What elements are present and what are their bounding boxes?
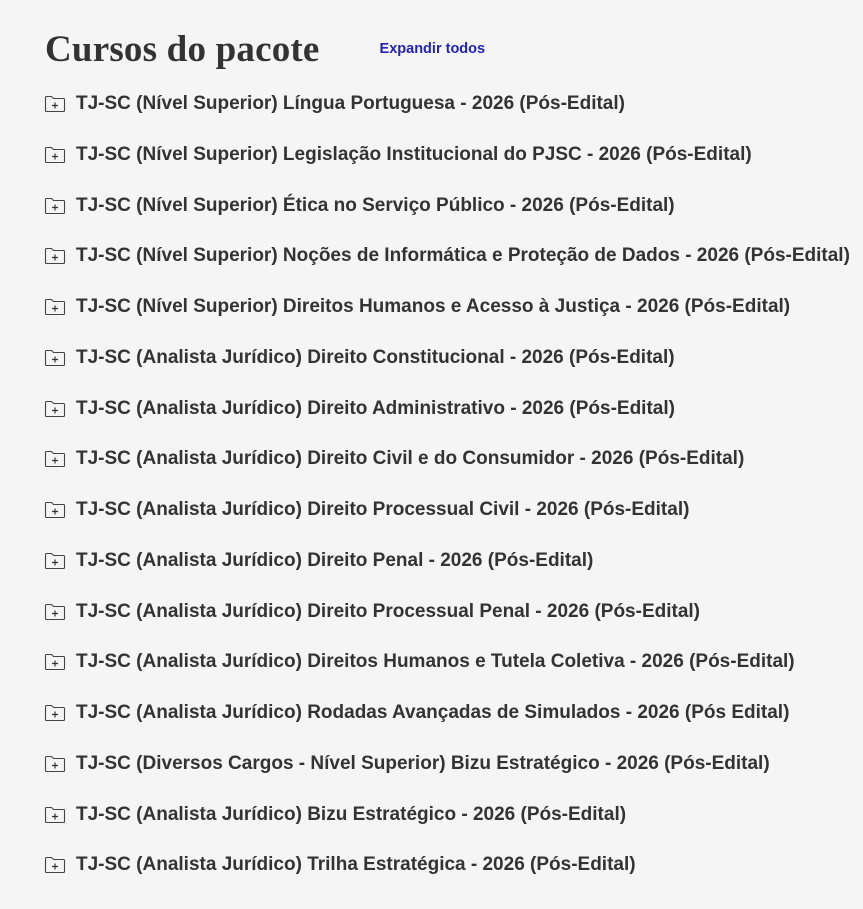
course-title: TJ-SC (Analista Jurídico) Bizu Estratégico - 2026 (Pós-Edital) — [76, 803, 627, 825]
expand-all-link[interactable]: Expandir todos — [379, 41, 486, 57]
folder-plus-icon — [44, 146, 66, 164]
course-item[interactable] — [44, 497, 850, 548]
section-header — [45, 28, 485, 71]
course-title: TJ-SC (Diversos Cargos - Nível Superior) Bizu Estratégico - 2026 (Pós-Edital) — [76, 752, 770, 774]
folder-plus-icon — [44, 755, 66, 773]
course-title: TJ-SC (Analista Jurídico) Direito Processual Penal - 2026 (Pós-Edital) — [76, 600, 701, 622]
course-item[interactable] — [44, 446, 850, 497]
folder-plus-icon — [44, 95, 66, 113]
course-item[interactable] — [44, 243, 850, 294]
folder-plus-icon — [44, 501, 66, 519]
course-title: TJ-SC (Nível Superior) Ética no Serviço Público - 2026 (Pós-Edital) — [76, 194, 675, 216]
folder-plus-icon — [44, 653, 66, 671]
page-title: Cursos do pacote — [45, 29, 320, 70]
course-item[interactable] — [44, 599, 850, 650]
course-item[interactable] — [44, 396, 850, 447]
course-item[interactable] — [44, 700, 850, 751]
folder-plus-icon — [44, 450, 66, 468]
folder-plus-icon — [44, 806, 66, 824]
folder-plus-icon — [44, 298, 66, 316]
course-item[interactable] — [44, 751, 850, 802]
folder-plus-icon — [44, 197, 66, 215]
course-title: TJ-SC (Analista Jurídico) Direito Processual Civil - 2026 (Pós-Edital) — [76, 499, 690, 520]
folder-plus-icon — [44, 247, 66, 265]
course-item[interactable] — [44, 193, 850, 244]
folder-plus-icon — [44, 552, 66, 570]
folder-plus-icon — [44, 603, 66, 621]
course-title: TJ-SC (Analista Jurídico) Direito Administrativo - 2026 (Pós-Edital) — [76, 397, 675, 419]
course-item[interactable] — [44, 142, 850, 193]
course-title: TJ-SC (Nível Superior) Direitos Humanos e Acesso à Justiça - 2026 (Pós-Edital) — [76, 296, 791, 317]
course-title: TJ-SC (Analista Jurídico) Rodadas Avançadas de Simulados - 2026 (Pós Edital) — [76, 702, 790, 723]
course-title: TJ-SC (Analista Jurídico) Direito Constitucional - 2026 (Pós-Edital) — [76, 346, 675, 368]
course-title: TJ-SC (Analista Jurídico) Direito Civil e do Consumidor - 2026 (Pós-Edital) — [76, 448, 745, 470]
folder-plus-icon — [44, 349, 66, 367]
course-item[interactable] — [44, 649, 850, 700]
course-title: TJ-SC (Nível Superior) Legislação Institucional do PJSC - 2026 (Pós-Edital) — [76, 143, 752, 165]
course-item[interactable] — [44, 802, 850, 853]
course-item[interactable] — [44, 852, 850, 903]
folder-plus-icon — [44, 704, 66, 722]
course-title: TJ-SC (Analista Jurídico) Direito Penal - 2026 (Pós-Edital) — [76, 549, 594, 571]
course-item[interactable] — [44, 91, 850, 142]
course-item[interactable] — [44, 345, 850, 396]
folder-plus-icon — [44, 400, 66, 418]
folder-plus-icon — [44, 856, 66, 874]
course-item[interactable] — [44, 548, 850, 599]
course-list — [44, 91, 850, 903]
course-title: TJ-SC (Nível Superior) Noções de Informática e Proteção de Dados - 2026 (Pós-Edital) — [76, 245, 850, 267]
course-title: TJ-SC (Analista Jurídico) Trilha Estratégica - 2026 (Pós-Edital) — [76, 854, 636, 876]
course-title: TJ-SC (Analista Jurídico) Direitos Humanos e Tutela Coletiva - 2026 (Pós-Edital) — [76, 651, 795, 673]
course-item[interactable] — [44, 294, 850, 345]
course-title: TJ-SC (Nível Superior) Língua Portuguesa - 2026 (Pós-Edital) — [76, 93, 625, 114]
